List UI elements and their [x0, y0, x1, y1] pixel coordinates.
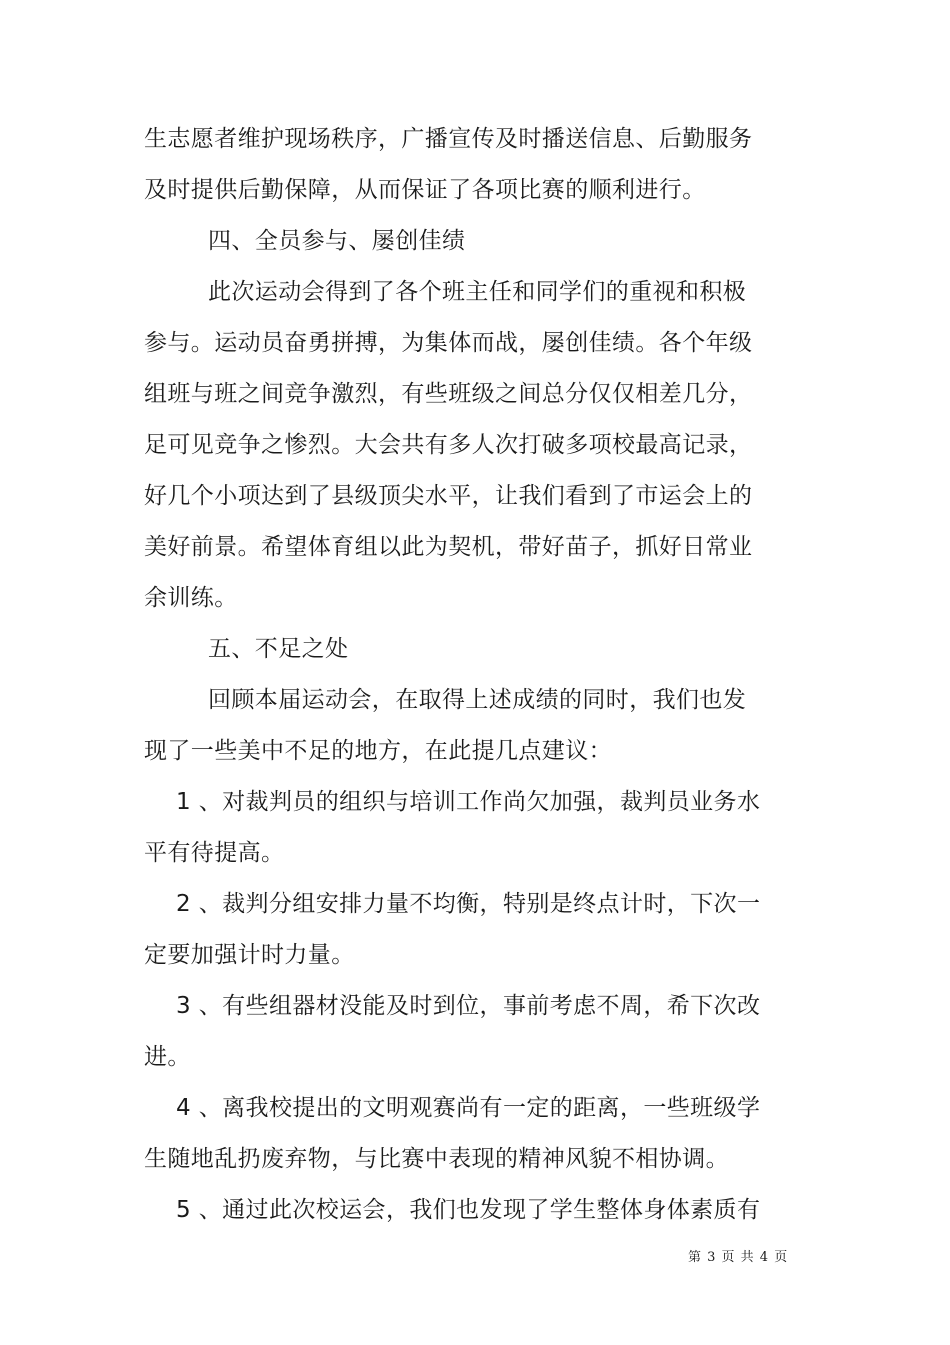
- section-heading-4: 四、全员参与、屡创佳绩: [208, 228, 466, 254]
- list-item-3: 3 、有些组器材没能及时到位，事前考虑不周，希下次改: [176, 993, 761, 1019]
- section-heading-5: 五、不足之处: [208, 636, 349, 662]
- page-number-footer: 第 3 页 共 4 页: [688, 1250, 789, 1265]
- list-item-2: 2 、裁判分组安排力量不均衡，特别是终点计时，下次一: [176, 891, 761, 917]
- paragraph-line: 参与。运动员奋勇拼搏，为集体而战，屡创佳绩。各个年级: [144, 330, 753, 356]
- list-item-5: 5 、通过此次校运会，我们也发现了学生整体身体素质有: [176, 1197, 761, 1223]
- paragraph-line: 生志愿者维护现场秩序，广播宣传及时播送信息、后勤服务: [144, 126, 753, 152]
- list-item-1: 1 、对裁判员的组织与培训工作尚欠加强，裁判员业务水: [176, 789, 761, 815]
- paragraph-line: 足可见竞争之惨烈。大会共有多人次打破多项校最高记录，: [144, 432, 753, 458]
- paragraph-line: 现了一些美中不足的地方，在此提几点建议：: [144, 738, 612, 764]
- document-body: [144, 114, 761, 1236]
- list-item-3-cont: 进。: [144, 1044, 191, 1070]
- paragraph-line: 余训练。: [144, 585, 238, 611]
- paragraph-line: 此次运动会得到了各个班主任和同学们的重视和积极: [208, 279, 747, 305]
- list-item-2-cont: 定要加强计时力量。: [144, 942, 355, 968]
- list-item-4-cont: 生随地乱扔废弃物，与比赛中表现的精神风貌不相协调。: [144, 1146, 729, 1172]
- paragraph-line: 及时提供后勤保障，从而保证了各项比赛的顺利进行。: [144, 177, 706, 203]
- list-item-4: 4 、离我校提出的文明观赛尚有一定的距离，一些班级学: [176, 1095, 761, 1121]
- paragraph-line: 美好前景。希望体育组以此为契机，带好苗子，抓好日常业: [144, 534, 753, 560]
- paragraph-line: 好几个小项达到了县级顶尖水平，让我们看到了市运会上的: [144, 483, 753, 509]
- list-item-1-cont: 平有待提高。: [144, 840, 285, 866]
- paragraph-line: 组班与班之间竞争激烈，有些班级之间总分仅仅相差几分，: [144, 381, 753, 407]
- paragraph-line: 回顾本届运动会，在取得上述成绩的同时，我们也发: [208, 687, 747, 713]
